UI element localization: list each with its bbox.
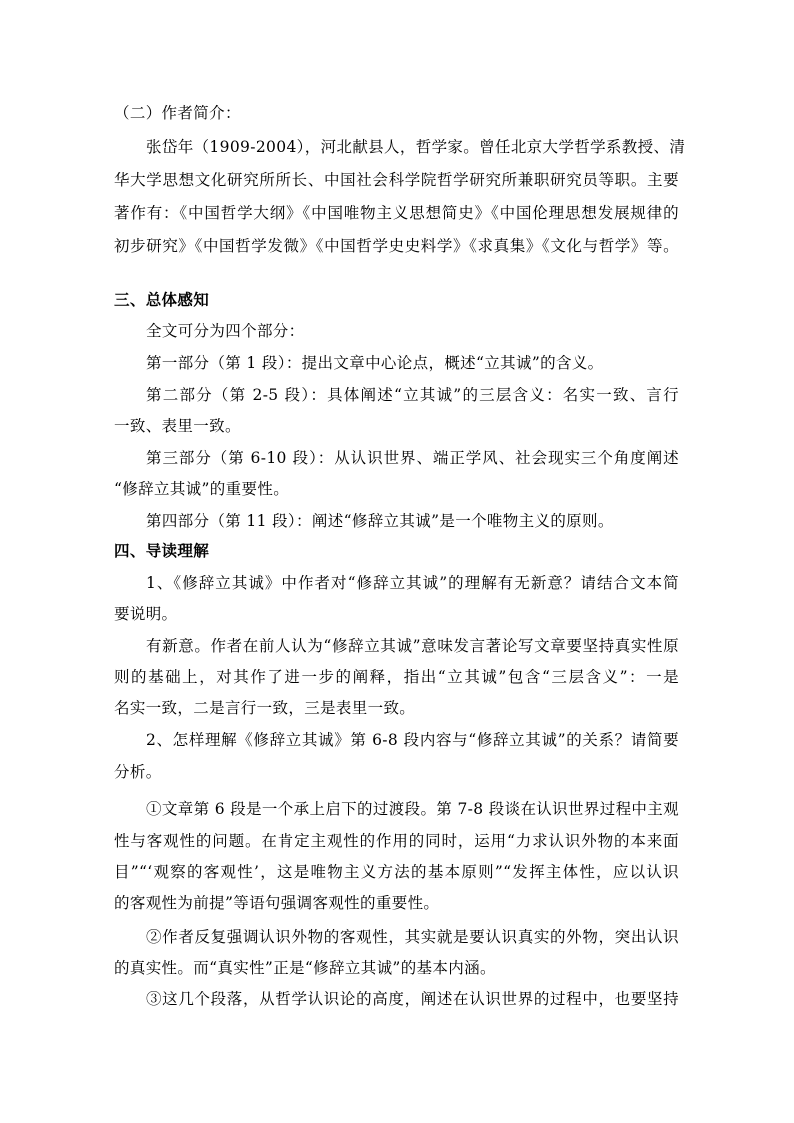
answer-1-line-2: 则的基础上，对其作了进一步的阐释，指出“立其诚”包含“三层含义”：一是 [114, 668, 679, 686]
answer-2-point-1-line-4: 的客观性为前提”等语句强调客观性的重要性。 [114, 894, 440, 912]
question-2-line-1: 2、怎样理解《修辞立其诚》第 6-8 段内容与“修辞立其诚”的关系？请简要 [146, 731, 679, 749]
answer-2-point-1-line-3: 目”“‘观察的客观性’，这是唯物主义方法的基本原则”“发挥主体性，应以认识 [114, 863, 679, 881]
author-intro-line-3: 著作有：《中国哲学大纲》《中国唯物主义思想简史》《中国伦理思想发展规律的 [114, 204, 679, 222]
answer-1-line-1: 有新意。作者在前人认为“修辞立其诚”意味发言著论写文章要坚持真实性原 [146, 637, 679, 655]
overview-part-1: 第一部分（第 1 段）：提出文章中心论点，概述“立其诚”的含义。 [146, 354, 604, 372]
answer-2-point-2-line-2: 的真实性。而“真实性”正是“修辞立其诚”的基本内涵。 [114, 959, 496, 977]
question-1-line-1: 1、《修辞立其诚》中作者对“修辞立其诚”的理解有无新意？请结合文本简 [146, 574, 679, 592]
overview-part-3-line-2: “修辞立其诚”的重要性。 [114, 480, 290, 498]
answer-2-point-2-line-1: ②作者反复强调认识外物的客观性，其实就是要认识真实的外物，突出认识 [146, 928, 679, 946]
overview-part-2-line-1: 第二部分（第 2-5 段）：具体阐述“立其诚”的三层含义：名实一致、言行 [146, 386, 679, 404]
author-intro-line-1: 张岱年（1909-2004），河北献县人，哲学家。曾任北京大学哲学系教授、清 [146, 138, 686, 156]
question-2-line-2: 分析。 [114, 763, 162, 781]
question-1-line-2: 要说明。 [114, 605, 178, 623]
author-intro-heading: （二）作者简介： [114, 104, 241, 122]
overview-heading: 三、总体感知 [114, 290, 210, 309]
answer-1-line-3: 名实一致，二是言行一致，三是表里一致。 [114, 699, 416, 717]
author-intro-line-4: 初步研究》《中国哲学发微》《中国哲学史史料学》《求真集》《文化与哲学》等。 [114, 237, 679, 255]
answer-2-point-1-line-2: 性与客观性的问题。在肯定主观性的作用的同时，运用“力求认识外物的本来面 [114, 832, 679, 850]
answer-2-point-3-line-1: ③这几个段落，从哲学认识论的高度，阐述在认识世界的过程中，也要坚持 [146, 990, 679, 1008]
answer-2-point-1-line-1: ①文章第 6 段是一个承上启下的过渡段。第 7-8 段谈在认识世界过程中主观 [146, 800, 679, 818]
author-intro-line-2: 华大学思想文化研究所所长、中国社会科学院哲学研究所兼职研究员等职。主要 [114, 171, 679, 189]
overview-part-3-line-1: 第三部分（第 6-10 段）：从认识世界、端正学风、社会现实三个角度阐述 [146, 449, 679, 467]
overview-intro: 全文可分为四个部分： [146, 322, 305, 340]
overview-part-2-line-2: 一致、表里一致。 [114, 417, 241, 435]
overview-part-4: 第四部分（第 11 段）：阐述“修辞立其诚”是一个唯物主义的原则。 [146, 512, 614, 530]
reading-heading: 四、导读理解 [114, 541, 210, 560]
